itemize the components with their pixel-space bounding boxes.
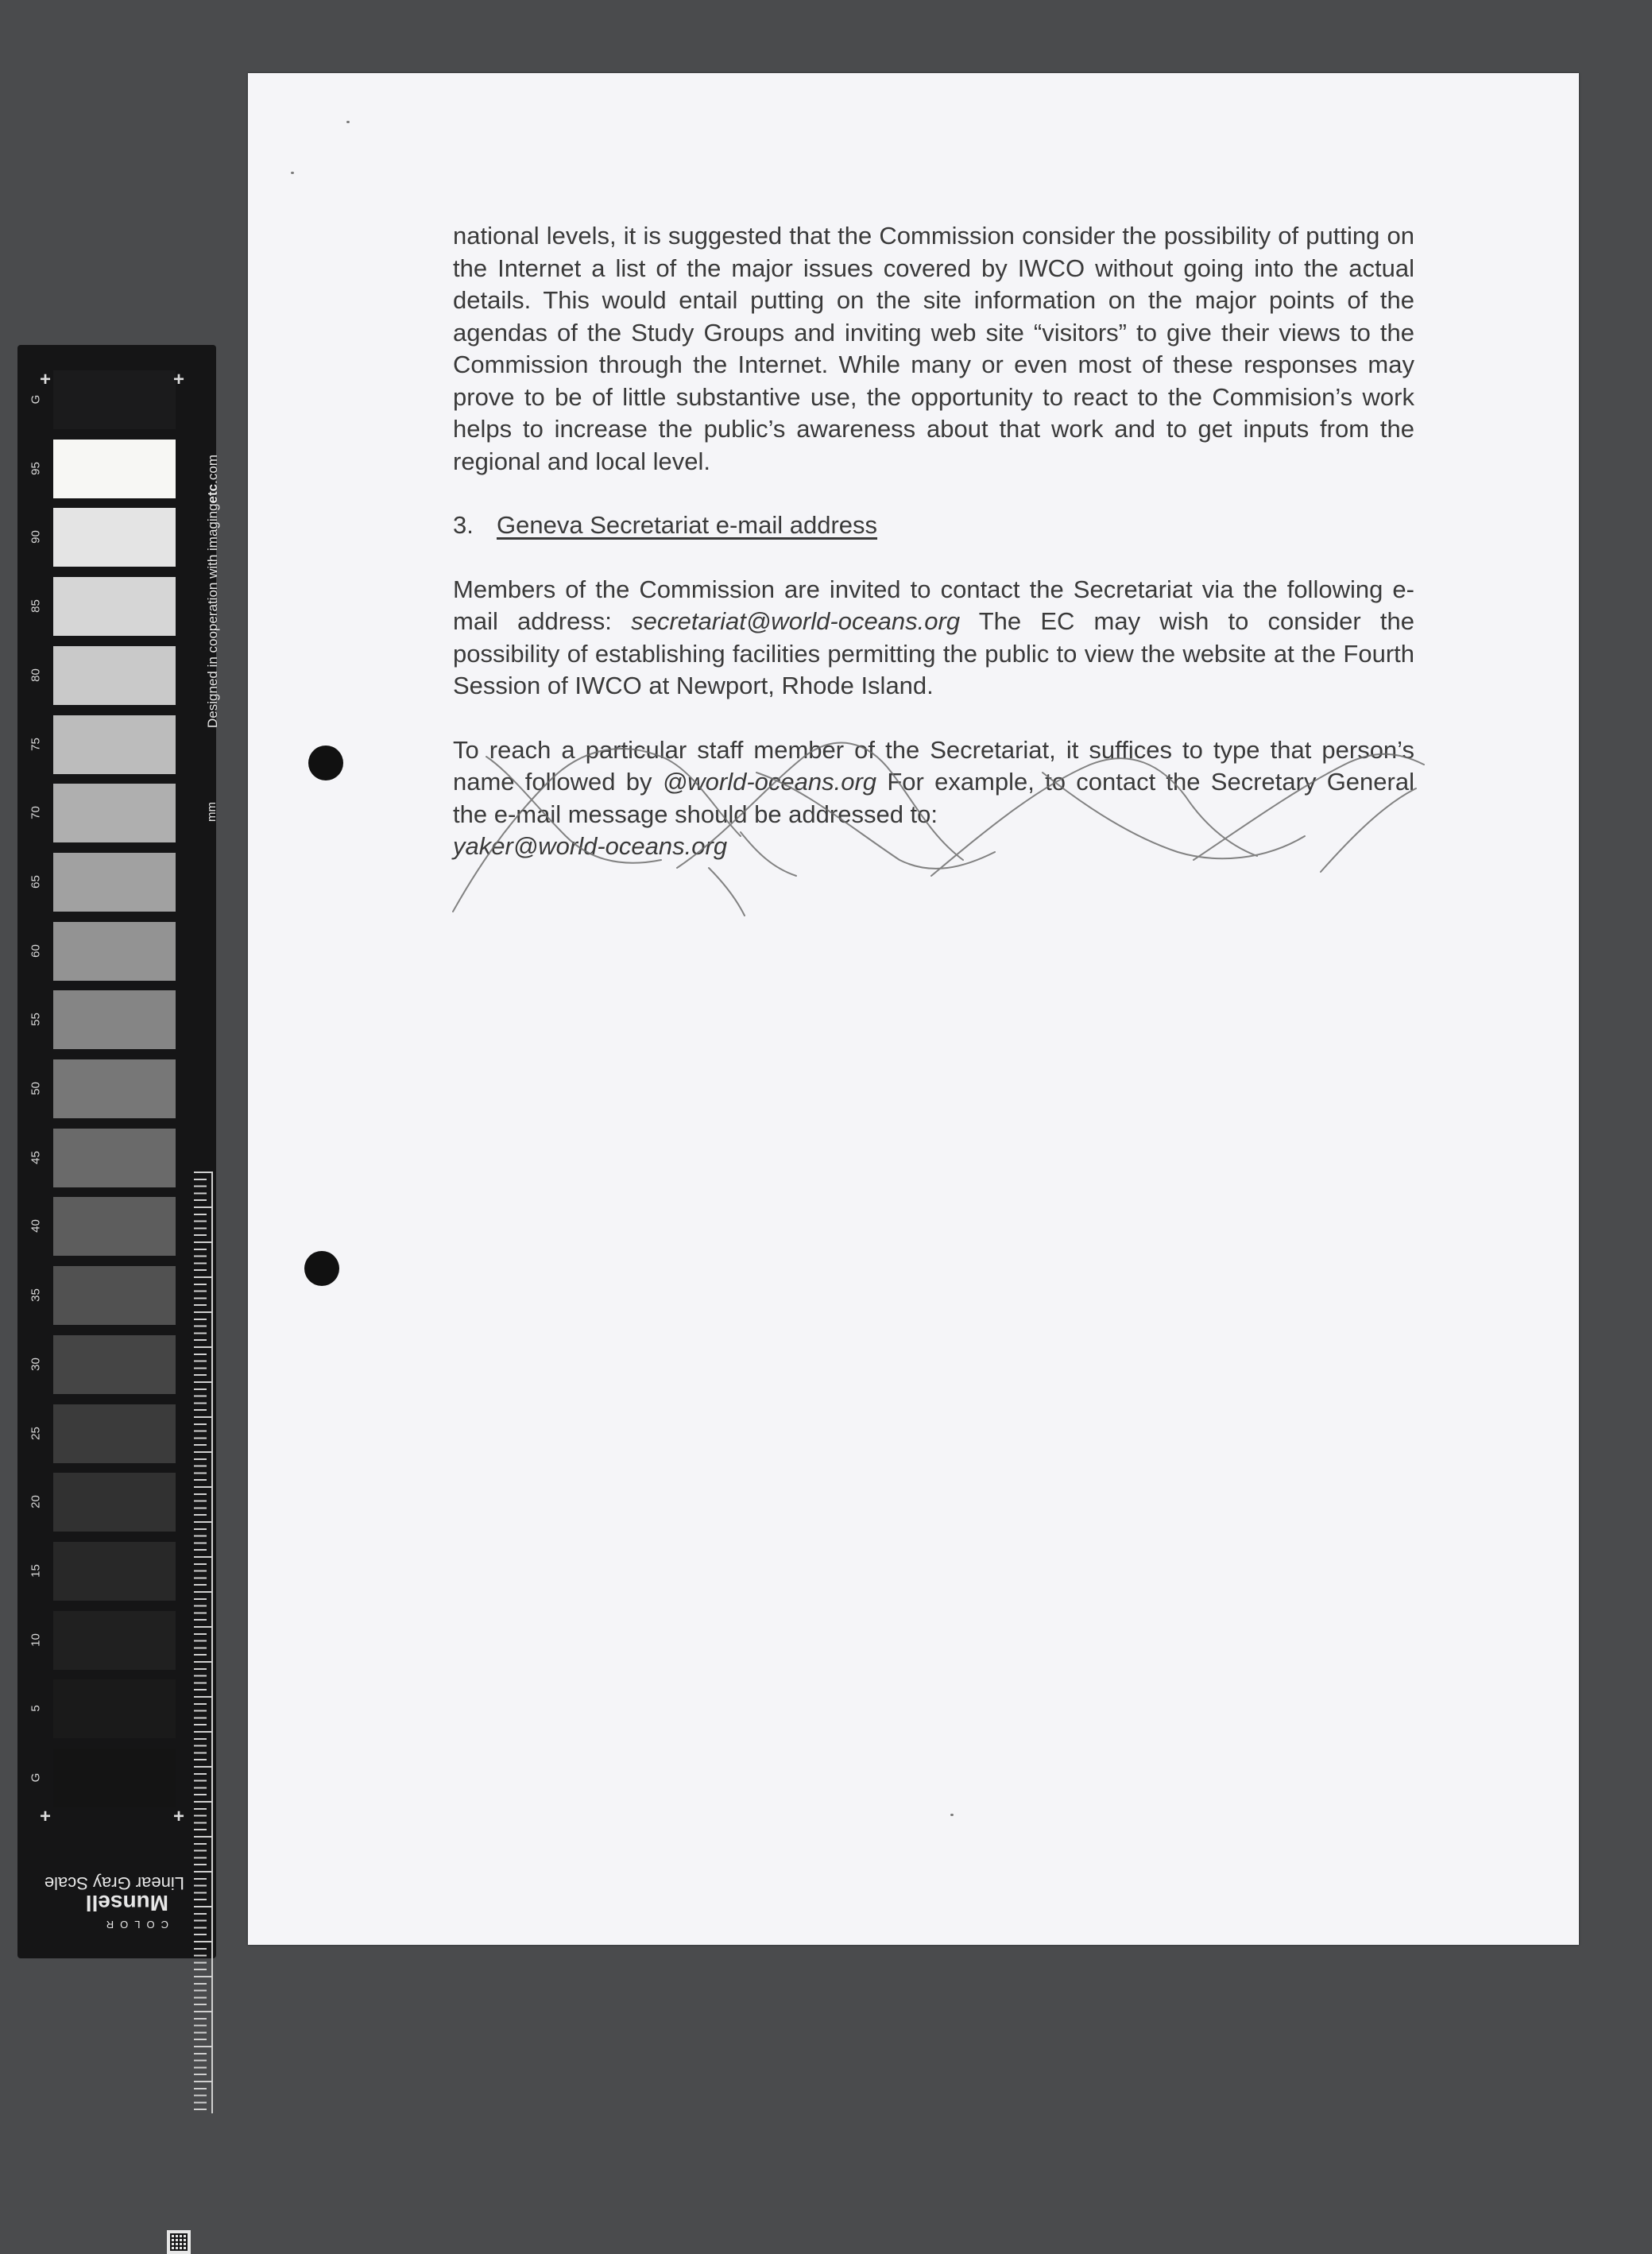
gray-patch-label: 95 — [29, 461, 43, 475]
paper-speck — [950, 1814, 954, 1816]
gray-patch — [53, 370, 176, 429]
sg-email: yaker@world-oceans.org — [453, 832, 728, 860]
section-number: 3. — [453, 511, 474, 539]
punch-hole — [304, 1251, 339, 1286]
paragraph-intro: national levels, it is suggested that the Commission consider the possibility of putting on the Internet a list of the major issues covered by IWCO without going into the actual details. This would entail putting on the site information on the major points of the agendas of the Study Groups and inviting web site “visitors” to give their views to the Commission through the Internet. While many or even most of these responses may prove to be of little substantive use, the opportunity to react to the Commision’s work helps to increase the public’s awareness about that work and to get inputs from the regional and local level. — [453, 222, 1414, 475]
gray-scale-card — [17, 345, 220, 1958]
gray-patch-label: 60 — [29, 943, 43, 958]
gray-patch-label: 90 — [29, 530, 43, 544]
gray-patch — [53, 1542, 176, 1601]
scale-title: Linear Gray Scale — [44, 1873, 184, 1893]
gray-patch-label: 70 — [29, 806, 43, 820]
gray-patch — [53, 715, 176, 774]
gray-patch — [53, 1473, 176, 1532]
gray-patch — [53, 577, 176, 636]
gray-patch-label: 30 — [29, 1357, 43, 1371]
gray-patch — [53, 1679, 176, 1738]
gray-patch — [53, 1266, 176, 1325]
gray-patch-label: 85 — [29, 599, 43, 613]
gray-patch-label: 15 — [29, 1564, 43, 1578]
domain-suffix: @world-oceans.org — [662, 768, 877, 796]
gray-patch-label: 25 — [29, 1426, 43, 1440]
gray-patch — [53, 646, 176, 705]
gray-patch — [53, 1611, 176, 1670]
paper-speck — [346, 121, 350, 123]
gray-patch-label: G — [29, 394, 43, 405]
secretariat-email: secretariat@world-oceans.org — [631, 607, 961, 635]
gray-patch-label: 50 — [29, 1082, 43, 1095]
mm-ruler-spine — [211, 1172, 213, 2113]
paragraph-staff: To reach a particular staff member of the Secretariat, it suffices to type that person’s name followed by @world-oceans.org For example, to contact the Secretary General the e-mail message should be addressed to: — [453, 735, 1414, 828]
registration-mark: + — [173, 1806, 185, 1827]
gray-patch-label: 65 — [29, 875, 43, 889]
gray-patch — [53, 853, 176, 912]
section-heading — [453, 509, 1414, 542]
munsell-logo-icon — [167, 2230, 191, 2254]
munsell-brand: Munsell — [85, 1891, 168, 1915]
registration-mark: + — [40, 1806, 52, 1827]
gray-patch — [53, 508, 176, 567]
gray-patch — [53, 990, 176, 1049]
gray-patch-label: G — [29, 1772, 43, 1783]
munsell-brand-sub: COLOR — [99, 1919, 168, 1931]
gray-patch — [53, 1059, 176, 1118]
gray-patch — [53, 1335, 176, 1394]
gray-patch-label: 45 — [29, 1150, 43, 1164]
gray-patch-label: 75 — [29, 737, 43, 751]
gray-patch — [53, 1404, 176, 1463]
gray-patch — [53, 1197, 176, 1256]
registration-mark: + — [173, 369, 185, 390]
gray-patch — [53, 1749, 176, 1807]
mm-ruler-major-ticks — [201, 1172, 212, 2113]
document-body — [453, 220, 1414, 863]
gray-patch — [53, 1129, 176, 1187]
registration-mark: + — [40, 369, 52, 390]
paper-speck — [291, 172, 294, 174]
section-title: Geneva Secretariat e-mail address — [497, 511, 878, 539]
gray-patch — [53, 440, 176, 498]
punch-hole — [308, 746, 343, 780]
gray-patch — [53, 784, 176, 842]
gray-patch-label: 55 — [29, 1013, 43, 1027]
document-page — [248, 73, 1579, 1945]
gray-patch-label: 35 — [29, 1288, 43, 1302]
gray-patch-label: 10 — [29, 1632, 43, 1647]
gray-patch — [53, 922, 176, 981]
gray-patch-label: 5 — [29, 1705, 43, 1712]
gray-patch-label: 20 — [29, 1495, 43, 1509]
gray-patch-label: 40 — [29, 1219, 43, 1234]
gray-patch-label: 80 — [29, 668, 43, 682]
credit-text: Designed in cooperation with imagingetc.com — [205, 455, 220, 728]
unit-label: mm — [205, 802, 219, 822]
paragraph-email: Members of the Commission are invited to contact the Secretariat via the following e-mail address: secretariat@world-oceans.org The EC may wish to consider the possibility of establishing facilities permitting the public to view the website at the Fourth Session of IWCO at Newport, Rhode Island. — [453, 575, 1414, 699]
